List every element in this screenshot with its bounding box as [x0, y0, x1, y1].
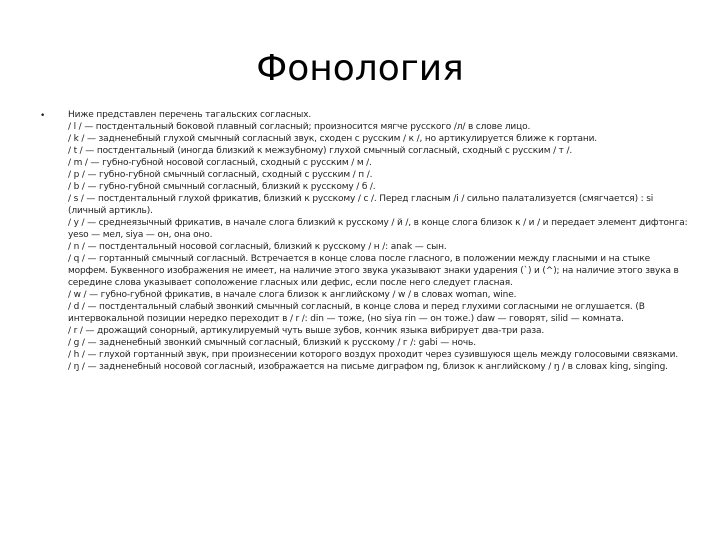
body-line-ng: / ŋ / — задненебный носовой согласный, изображается на письме диграфом ng, близок к английскому / ŋ / в словах king, singing. [68, 362, 668, 372]
body-line-d: / d / — постдентальный слабый звонкий смычный согласный, в конце слова и перед глухими согласными не оглушается. (В интервокальной позиции нередко переходит в / r /: din — тоже, (но siya rin — он тоже.) daw — говорят, silid — комната. [68, 302, 645, 324]
body-line-y: / y / — среднеязычный фрикатив, в начале слога близкий к русскому / й /, в конце слога близок к / и / и передает элемент дифтонга: yeso — мел, siya — он, она оно. [68, 218, 688, 240]
body-line-g: / g / — задненебный звонкий смычный согласный, близкий к русскому / г /: gabi — ночь. [68, 338, 476, 348]
body-line-k: / k / — задненебный глухой смычный согласный звук, сходен с русским / к /, но артикулируется ближе к гортани. [68, 134, 598, 144]
body-line-q: / q / — гортанный смычный согласный. Встречается в конце слова после гласного, в положении между гласными и на стыке морфем. Буквенного изображения не имеет, на наличие этого звука указывают знаки ударения (`) и (^); на наличие этого звука в середине слова указывает соположение гласных или дефис, если после него следует гласная. [68, 254, 679, 288]
body-line-n: / n / — постдентальный носовой согласный, близкий к русскому / н /: anak — сын. [68, 242, 447, 252]
body-line-r: / r / — дрожащий сонорный, артикулируемый чуть выше зубов, кончик языка вибрирует два-три раза. [68, 326, 545, 336]
body-line-m: / m / — губно-губной носовой согласный, сходный с русским / м /. [68, 158, 372, 168]
bullet-marker: • [40, 111, 46, 121]
body-line-w: / w / — губно-губной фрикатив, в начале слога близок к английскому / w / в словах woman, wine. [68, 290, 517, 300]
body-line-b: / b / — губно-губной смычный согласный, близкий к русскому / б /. [68, 182, 376, 192]
body-line-t: / t / — постдентальный (иногда близкий к межзубному) глухой смычный согласный, сходный с русским / т /. [68, 146, 573, 156]
body-line-s: / s / — постдентальный глухой фрикатив, близкий к русскому / с /. Перед гласным /i / сильно палатализуется (смягчается) : si (личный артикль). [68, 194, 654, 216]
body-line-p: / p / — губно-губной смычный согласный, сходный с русским / п /. [68, 170, 373, 180]
body-line-h: / h / — глухой гортанный звук, при произнесении которого воздух проходит через сузившуюся щель между голосовыми связками. [68, 350, 678, 360]
slide-title: Фонология [256, 48, 464, 89]
slide-body [68, 109, 688, 373]
body-line-l: / l / — постдентальный боковой плавный согласный; произносится мягче русского /л/ в слове лицо. [68, 122, 531, 132]
body-line-intro: Ниже представлен перечень тагальских согласных. [68, 110, 312, 120]
